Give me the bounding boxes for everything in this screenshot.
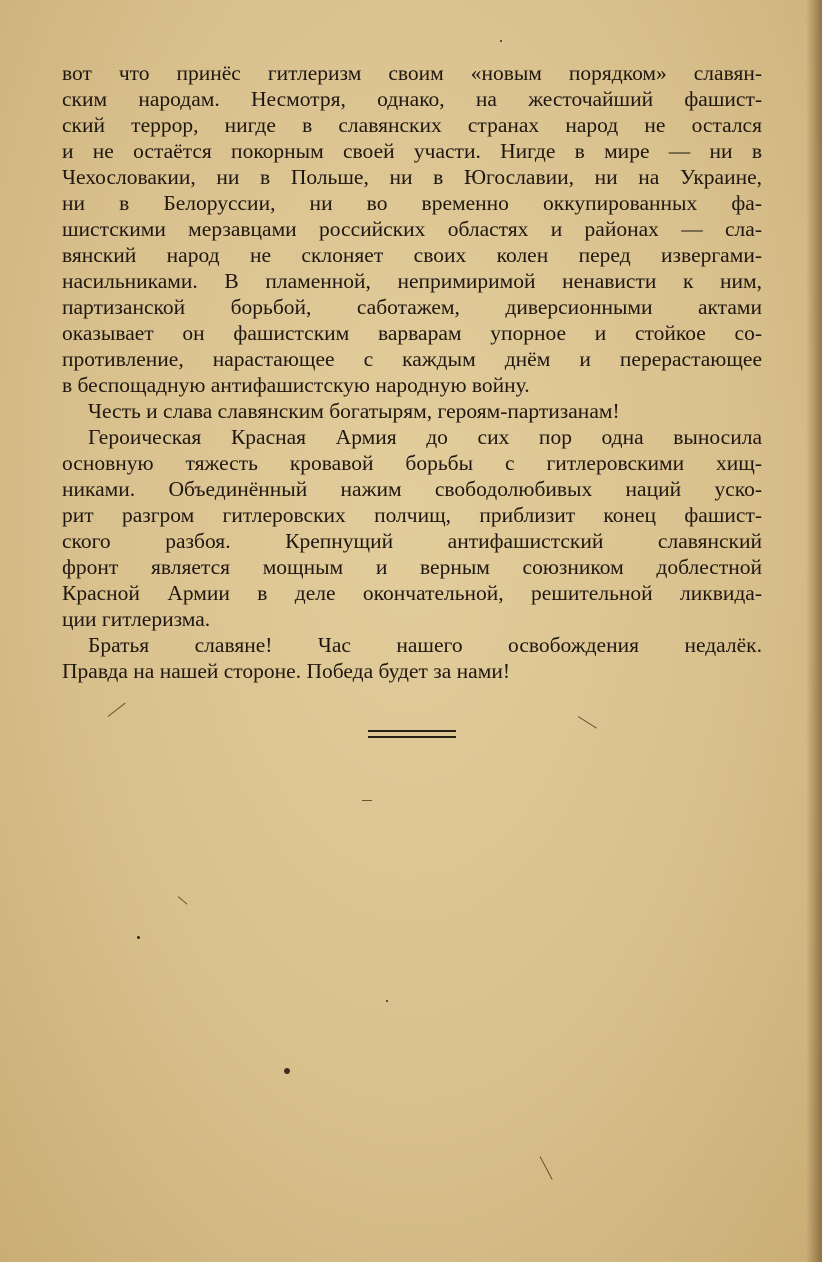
paper-speck [386, 1000, 388, 1002]
text-line: партизанской борьбой, саботажем, диверсионными актами [62, 295, 762, 319]
divider-rule [368, 736, 456, 738]
text-line: Чехословакии, ни в Польше, ни в Югославии, ни на Украине, [62, 165, 762, 189]
paper-speck [137, 936, 140, 939]
text-line: Красной Армии в деле окончательной, решительной ликвида- [62, 581, 762, 605]
paper-scratch [540, 1156, 553, 1179]
page-edge-shadow [806, 0, 822, 1262]
paper-speck [284, 1068, 290, 1074]
paragraph-4 [62, 632, 762, 684]
text-line: противление, нарастающее с каждым днём и перерастающее [62, 347, 762, 371]
paper-scratch [178, 896, 188, 904]
paragraph-1 [62, 60, 762, 398]
text-line: насильниками. В пламенной, непримиримой ненависти к ним, [62, 269, 762, 293]
text-line: и не остаётся покорным своей участи. Нигде в мире — ни в [62, 139, 762, 163]
paper-scratch [108, 703, 126, 717]
text-line: ции гитлеризма. [62, 607, 211, 631]
paper-scratch [362, 800, 372, 801]
text-line: Братья славяне! Час нашего освобождения недалёк. [88, 633, 762, 657]
text-line: ский террор, нигде в славянских странах народ не остался [62, 113, 762, 137]
text-line: ского разбоя. Крепнущий антифашистский славянский [62, 529, 762, 553]
text-line: оказывает он фашистским варварам упорное и стойкое со- [62, 321, 762, 345]
text-line: Героическая Красная Армия до сих пор одна выносила [88, 425, 762, 449]
text-line: ни в Белоруссии, ни во временно оккупированных фа- [62, 191, 762, 215]
text-line: основную тяжесть кровавой борьбы с гитлеровскими хищ- [62, 451, 762, 475]
paragraph-3 [62, 424, 762, 632]
text-line: вот что принёс гитлеризм своим «новым порядком» славян- [62, 61, 762, 85]
text-line: фронт является мощным и верным союзником доблестной [62, 555, 762, 579]
body-text [62, 60, 762, 684]
text-line: никами. Объединённый нажим свободолюбивых наций уско- [62, 477, 762, 501]
text-line: в беспощадную антифашистскую народную войну. [62, 373, 530, 397]
text-line: Правда на нашей стороне. Победа будет за нами! [62, 659, 510, 683]
paper-scratch [578, 716, 597, 729]
divider-rule [368, 730, 456, 732]
text-line: вянский народ не склоняет своих колен перед извергами- [62, 243, 762, 267]
text-line: Честь и слава славянским богатырям, героям-партизанам! [88, 399, 620, 423]
paper-speck [500, 40, 502, 42]
end-divider [368, 730, 456, 742]
text-line: ским народам. Несмотря, однако, на жесточайший фашист- [62, 87, 762, 111]
text-line: рит разгром гитлеровских полчищ, приблизит конец фашист- [62, 503, 762, 527]
paragraph-2 [62, 398, 762, 424]
text-line: шистскими мерзавцами российских областях и районах — сла- [62, 217, 762, 241]
